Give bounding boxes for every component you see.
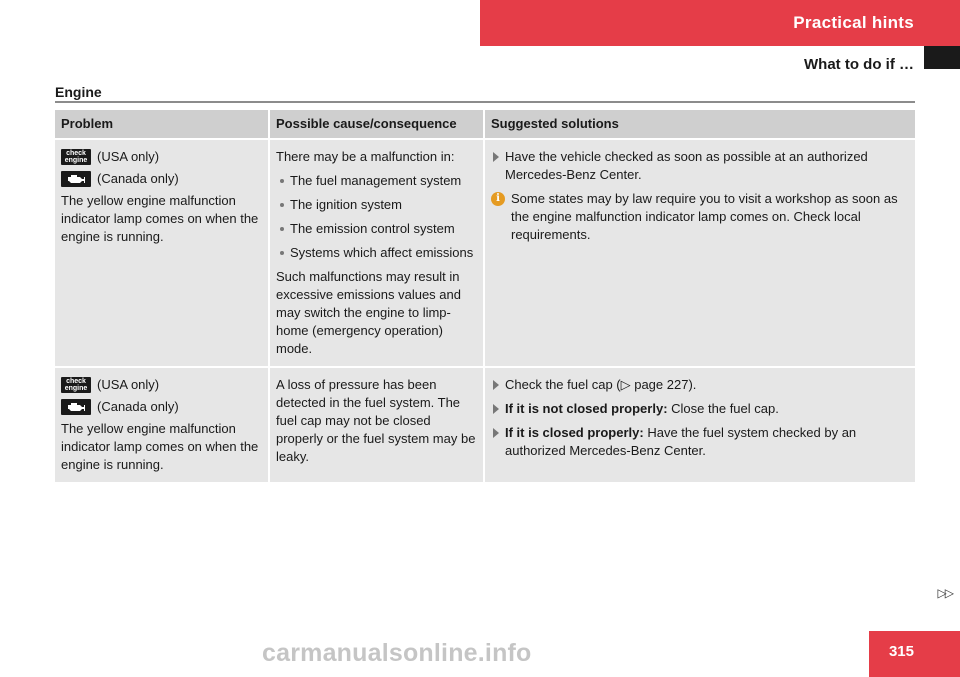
lamp-canada-line [61, 398, 262, 416]
page-subtitle: What to do if … [804, 56, 914, 73]
list-item: Systems which affect emissions [276, 244, 477, 262]
next-page-icon: ▷▷ [937, 586, 952, 600]
problem-cell [55, 366, 270, 482]
solution-action: Check the fuel cap (▷ page 227). [491, 376, 909, 394]
chapter-title: Practical hints [793, 13, 914, 32]
info-note-text: Some states may by law require you to visit a workshop as soon as the engine malfunction indicator lamp comes on. Check local requirements. [511, 191, 898, 242]
engine-icon [61, 399, 91, 415]
lamp-usa-label: (USA only) [97, 377, 160, 392]
header-cause: Possible cause/consequence [270, 110, 485, 138]
cause-cell [270, 138, 485, 366]
check-engine-icon-text: engine [64, 157, 88, 164]
solution-condition: If it is not closed properly: [505, 401, 668, 416]
check-engine-icon [61, 149, 91, 165]
solution-cell [485, 366, 915, 482]
lamp-canada-label: (Canada only) [97, 399, 179, 414]
lamp-usa-line [61, 148, 262, 166]
cause-text: A loss of pressure has been detected in the fuel system. The fuel cap may not be closed properly or the fuel system may be leaky. [276, 377, 476, 464]
problem-text: The yellow engine malfunction indicator lamp comes on when the engine is running. [61, 193, 259, 244]
table-row [55, 366, 915, 482]
troubleshooting-table [55, 110, 915, 482]
page-number-box [869, 631, 960, 677]
engine-icon [61, 171, 91, 187]
check-engine-icon [61, 377, 91, 393]
table-header-row [55, 110, 915, 138]
lamp-canada-label: (Canada only) [97, 171, 179, 186]
cause-list [276, 172, 477, 262]
cause-outro: Such malfunctions may result in excessive emissions values and may switch the engine to limp-home (emergency operation) mode. [276, 269, 461, 356]
solution-action [491, 424, 909, 460]
thumb-tab [924, 46, 960, 69]
cause-cell [270, 366, 485, 482]
watermark: carmanualsonline.info [262, 639, 532, 667]
check-engine-icon-text: engine [64, 385, 88, 392]
list-item: The ignition system [276, 196, 477, 214]
list-item: The emission control system [276, 220, 477, 238]
problem-text: The yellow engine malfunction indicator lamp comes on when the engine is running. [61, 421, 259, 472]
solution-cell [485, 138, 915, 366]
solution-action: Have the vehicle checked as soon as possible at an authorized Mercedes-Benz Center. [491, 148, 909, 184]
solution-text: Close the fuel cap. [671, 401, 779, 416]
table-row [55, 138, 915, 366]
check-engine-icon-text: check [66, 378, 86, 385]
solution-condition: If it is closed properly: [505, 425, 644, 440]
lamp-usa-label: (USA only) [97, 149, 160, 164]
section-divider [55, 101, 915, 103]
solution-text: Have the fuel system checked by an authorized Mercedes-Benz Center. [505, 425, 857, 458]
page-number: 315 [888, 643, 914, 660]
lamp-canada-line [61, 170, 262, 188]
header-problem: Problem [55, 110, 270, 138]
info-icon: i [491, 192, 505, 206]
info-note [491, 190, 909, 244]
lamp-usa-line [61, 376, 262, 394]
check-engine-icon-text: check [66, 150, 86, 157]
header-solutions: Suggested solutions [485, 110, 915, 138]
section-title: Engine [55, 84, 102, 100]
cause-intro: There may be a malfunction in: [276, 149, 455, 164]
problem-cell [55, 138, 270, 366]
list-item: The fuel management system [276, 172, 477, 190]
solution-action [491, 400, 909, 418]
